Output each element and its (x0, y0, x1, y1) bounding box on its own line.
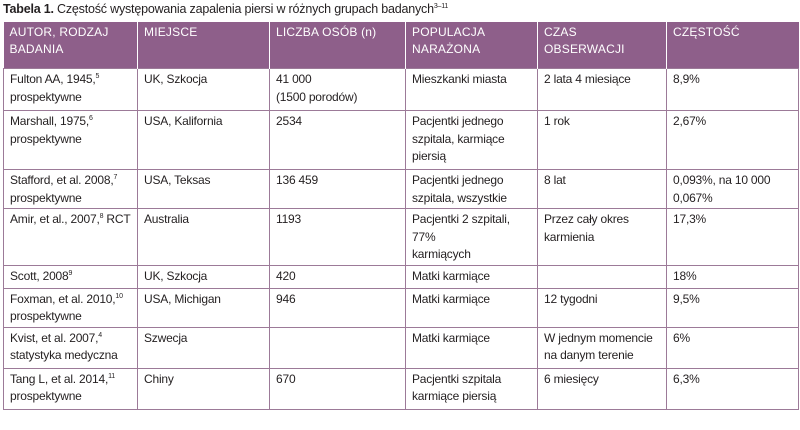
table-header-row (4, 22, 799, 69)
header-count: LICZBA OSÓB (n) (270, 22, 406, 69)
header-author: AUTOR, RODZAJ BADANIA (4, 22, 138, 69)
caption-refs: 3–11 (433, 2, 449, 10)
caption-text: Częstość występowania zapalenia piersi w różnych grupach badanych (53, 2, 434, 16)
caption-label: Tabela 1. (3, 2, 54, 16)
cell-place: Chiny (138, 368, 270, 409)
cell-count: 1193 (270, 209, 406, 266)
cell-count: 41 000 (1500 porodów) (270, 69, 406, 111)
cell-population: Mieszkanki miasta (406, 69, 538, 111)
mastitis-frequency-table (3, 22, 799, 410)
cell-population: Pacjentki 2 szpitali, 77% karmiących (406, 209, 538, 266)
cell-population: Matki karmiące (406, 265, 538, 288)
header-time: CZAS OBSERWACJI (538, 22, 667, 69)
cell-place: USA, Michigan (138, 288, 270, 327)
cell-place: Szwecja (138, 327, 270, 368)
cell-count: 2534 (270, 111, 406, 170)
cell-time: 6 miesięcy (538, 368, 667, 409)
cell-count (270, 327, 406, 368)
cell-frequency: 6% (667, 327, 799, 368)
cell-time: 2 lata 4 miesiące (538, 69, 667, 111)
table-row (4, 170, 799, 209)
cell-population: Matki karmiące (406, 288, 538, 327)
cell-place: Australia (138, 209, 270, 266)
cell-frequency: 6,3% (667, 368, 799, 409)
cell-place: USA, Kalifornia (138, 111, 270, 170)
cell-place: UK, Szkocja (138, 265, 270, 288)
cell-author: Marshall, 1975,$^6$ prospektywne (4, 111, 138, 170)
cell-population: Matki karmiące (406, 327, 538, 368)
table-row (4, 111, 799, 170)
header-place: MIEJSCE (138, 22, 270, 69)
cell-population: Pacjentki szpitala karmiące piersią (406, 368, 538, 409)
cell-author: Amir, et al., 2007,$^8$ RCT (4, 209, 138, 266)
cell-frequency: 9,5% (667, 288, 799, 327)
cell-count: 946 (270, 288, 406, 327)
table-row (4, 368, 799, 409)
table-row (4, 265, 799, 288)
cell-author: Stafford, et al. 2008,$^7$ prospektywne (4, 170, 138, 209)
cell-population: Pacjentki jednego szpitala, karmiące piersią (406, 111, 538, 170)
cell-time (538, 265, 667, 288)
cell-author: Fulton AA, 1945,$^5$ prospektywne (4, 69, 138, 111)
cell-time: Przez cały okres karmienia (538, 209, 667, 266)
cell-place: USA, Teksas (138, 170, 270, 209)
cell-count: 420 (270, 265, 406, 288)
cell-population: Pacjentki jednego szpitala, wszystkie (406, 170, 538, 209)
table-row (4, 209, 799, 266)
header-frequency: CZĘSTOŚĆ (667, 22, 799, 69)
table-row (4, 288, 799, 327)
cell-frequency: 8,9% (667, 69, 799, 111)
cell-place: UK, Szkocja (138, 69, 270, 111)
cell-frequency: 2,67% (667, 111, 799, 170)
table-row (4, 327, 799, 368)
cell-author: Scott, 2008$^9$ (4, 265, 138, 288)
table-caption (3, 1, 448, 17)
header-population: POPULACJA NARAŻONA (406, 22, 538, 69)
cell-time: 12 tygodni (538, 288, 667, 327)
cell-author: Kvist, et al. 2007,$^4$ statystyka medyczna (4, 327, 138, 368)
cell-frequency: 18% (667, 265, 799, 288)
cell-author: Foxman, et al. 2010,10 prospektywne (4, 288, 138, 327)
cell-count: 670 (270, 368, 406, 409)
cell-time: 1 rok (538, 111, 667, 170)
cell-frequency: 17,3% (667, 209, 799, 266)
cell-count: 136 459 (270, 170, 406, 209)
cell-time: 8 lat (538, 170, 667, 209)
cell-frequency: 0,093%, na 10 000 0,067% (667, 170, 799, 209)
table-row (4, 69, 799, 111)
cell-author: Tang L, et al. 2014,11 prospektywne (4, 368, 138, 409)
cell-time: W jednym momencie na danym terenie (538, 327, 667, 368)
